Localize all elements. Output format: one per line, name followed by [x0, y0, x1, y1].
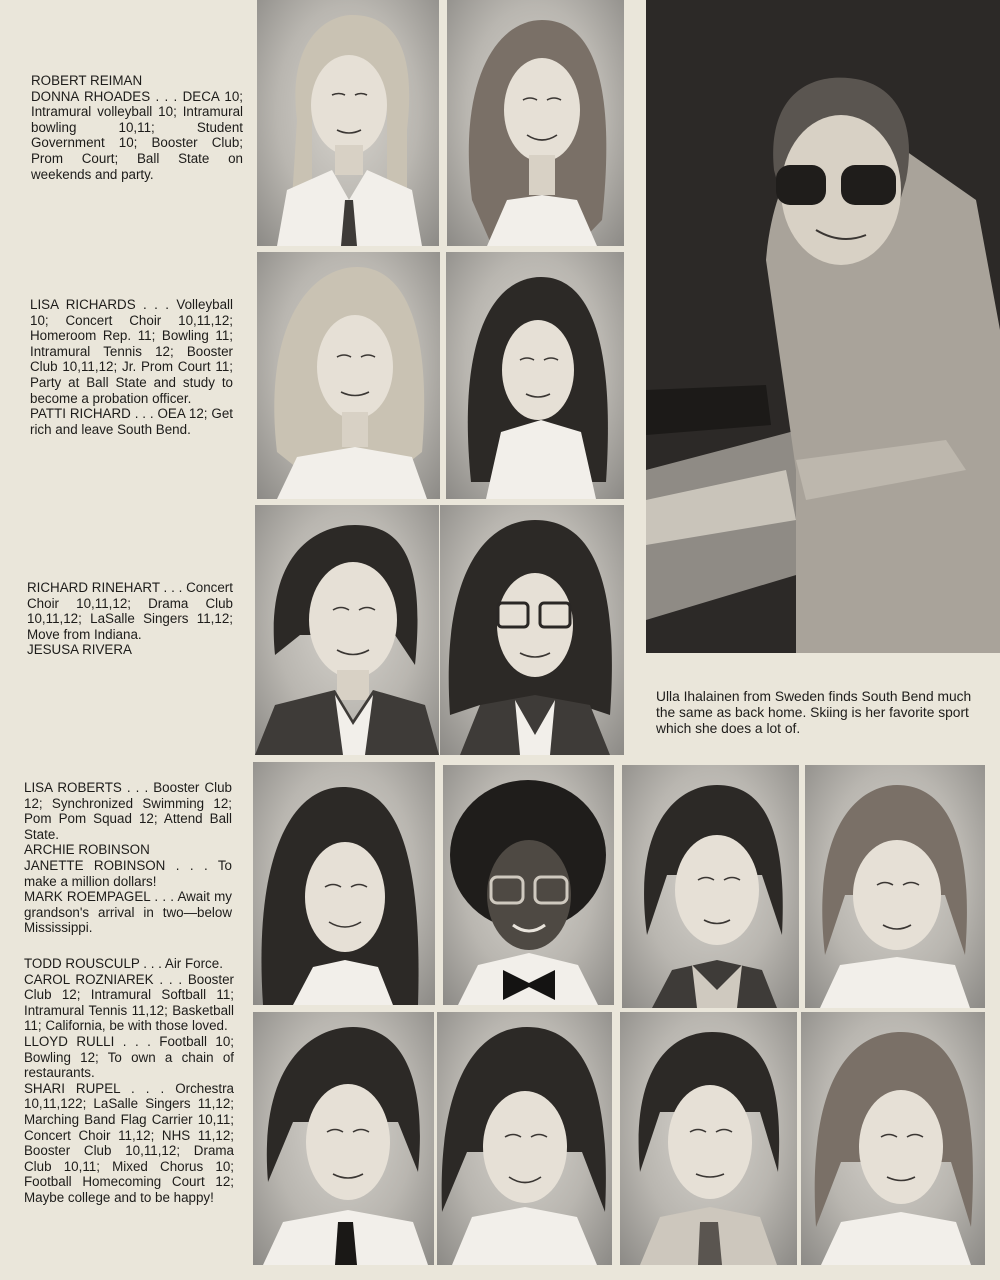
bio-line: TODD ROUSCULP . . . Air Force.: [24, 956, 223, 971]
bio-line: LISA RICHARDS . . . Volleyball 10; Concert Choir 10,11,12; Homeroom Rep. 11; Bowling 11; Intramural Tennis 12; Booster Club 10,11,12; Jr. Prom Court 11; Party at Ball State and study to become a probation officer.: [30, 297, 233, 406]
bio-line: JANETTE ROBINSON . . . To make a million dollars!: [24, 857, 232, 889]
bio-line: LLOYD RULLI . . . Football 10; Bowling 12; To own a chain of restaurants.: [24, 1033, 234, 1081]
portrait-photo: [255, 505, 439, 755]
bio-line: ROBERT REIMAN: [31, 73, 143, 88]
bio-line: ARCHIE ROBINSON: [24, 842, 150, 858]
portrait-photo: [446, 252, 624, 499]
portrait-photo: [443, 765, 614, 1005]
feature-photo-caption: Ulla Ihalainen from Sweden finds South Bend much the same as back home. Skiing is her favorite sport which she does a lot of.: [656, 689, 972, 736]
portrait-photo: [257, 0, 439, 246]
portrait-photo: [805, 765, 985, 1008]
senior-bio-block-3: [27, 580, 233, 658]
portrait-photo: [801, 1012, 985, 1265]
senior-bio-block-5: [24, 956, 234, 1206]
feature-photo: [646, 0, 1000, 653]
portrait-photo: [437, 1012, 612, 1265]
portrait-photo: [622, 765, 799, 1008]
senior-bio-block-4: [24, 780, 232, 936]
bio-line: MARK ROEMPAGEL . . . Await my grandson's arrival in two—below Mississippi.: [24, 889, 232, 936]
portrait-photo: [257, 252, 440, 499]
senior-bio-block-2: [30, 297, 233, 437]
bio-line: LISA ROBERTS . . . Booster Club 12; Synchronized Swimming 12; Pom Pom Squad 12; Attend Ball State.: [24, 780, 232, 842]
bio-line: SHARI RUPEL . . . Orchestra 10,11,122; LaSalle Singers 11,12; Marching Band Flag Carrier 10,11; Concert Choir 11,12; NHS 11,12; Booster Club 10,11,12; Drama Club 10,11; Mixed Chorus 10; Football Homecoming Court 12; Maybe college and to be happy!: [24, 1080, 234, 1205]
bio-line: CAROL ROZNIAREK . . . Booster Club 12; Intramural Softball 11; Intramural Tennis 11,12; Basketball 11; California, be with those loved.: [24, 971, 234, 1034]
senior-bio-block-1: [31, 73, 243, 182]
bio-line: PATTI RICHARD . . . OEA 12; Get rich and leave South Bend.: [30, 406, 233, 437]
portrait-photo: [253, 762, 435, 1005]
bio-line: DONNA RHOADES . . . DECA 10; Intramural volleyball 10; Intramural bowling 10,11; Student Government 10; Booster Club; Prom Court; Ball State on weekends and party.: [31, 88, 243, 182]
portrait-photo: [440, 505, 624, 755]
portrait-photo: [447, 0, 624, 246]
bio-line: JESUSA RIVERA: [27, 642, 132, 658]
portrait-photo: [253, 1012, 434, 1265]
portrait-photo: [620, 1012, 797, 1265]
bio-line: RICHARD RINEHART . . . Concert Choir 10,11,12; Drama Club 10,11,12; LaSalle Singers 11,12; Move from Indiana.: [27, 580, 233, 642]
